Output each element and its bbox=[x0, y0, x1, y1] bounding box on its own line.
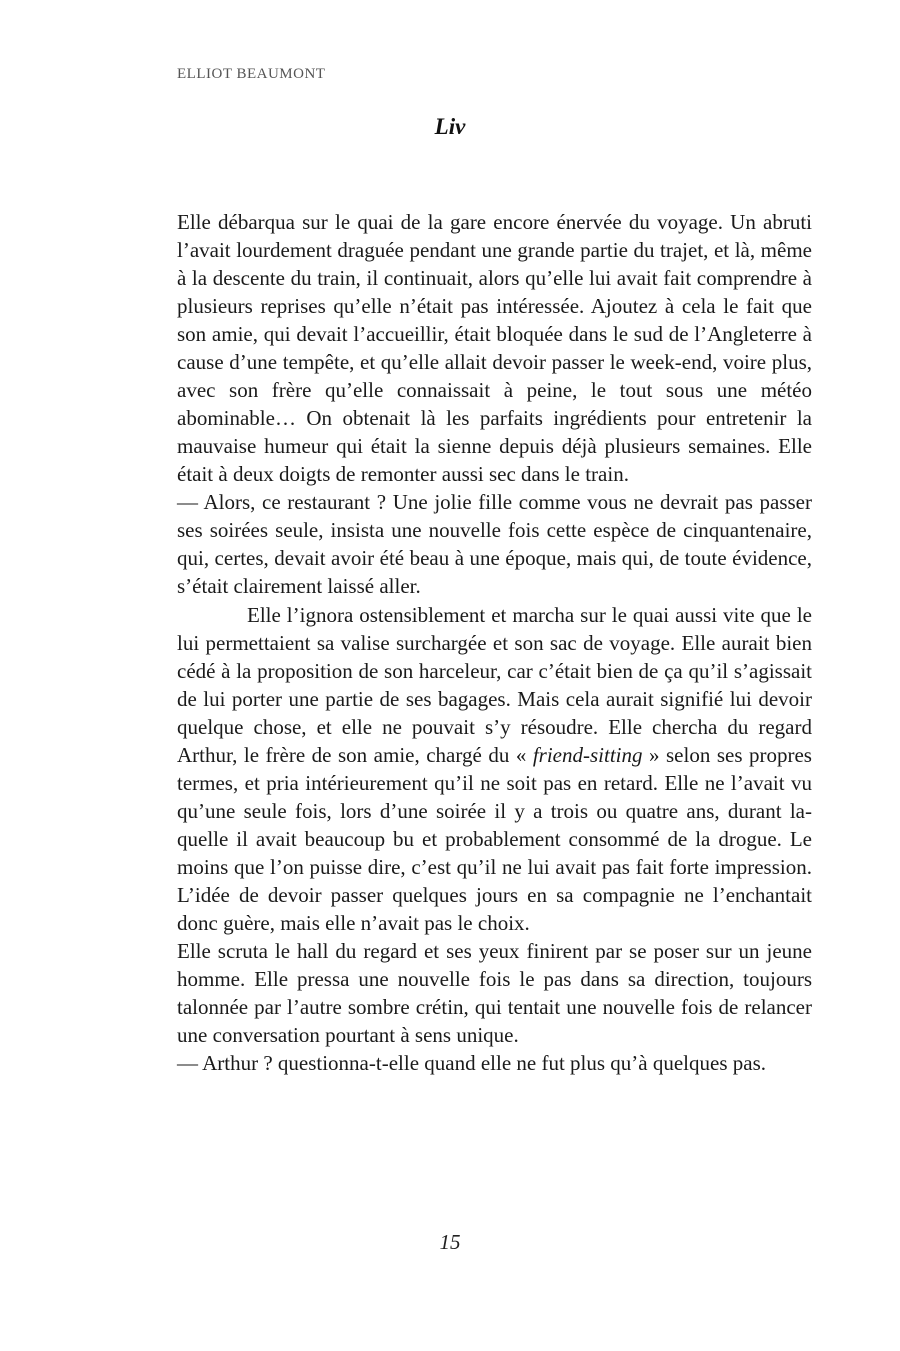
paragraph-3-start: Elle l’ignora ostensiblement et marcha sur le quai aussi vite que le lui permettaient sa valise surchargée et son sac de voyage. Elle aurait bien cédé à la proposition de son harceleur, car c’était bien de ça qu’il s’agissait de lui porter une partie de ses bagages. Mais cela aurait signifié lui devoir quelque chose, et elle ne pouvait s’y résoudre. Elle chercha du regard Arthur, le frère de son amie, chargé du « bbox=[177, 603, 812, 767]
paragraph-1: Elle débarqua sur le quai de la gare encore énervée du voyage. Un abruti l’avait lourdement draguée pendant une grande partie du trajet, et là, même à la descente du train, il continuait, alors qu’elle lui avait fait comprendre à plusieurs reprises qu’elle n’était pas intéressée. Ajoutez à cela le fait que son amie, qui devait l’accueillir, était bloquée dans le sud de l’Angleterre à cause d’une tempête, et qu’elle allait devoir passer le week-end, voire plus, avec son frère qu’elle connaissait à peine, le tout sous une météo abominable… On obtenait là les parfaits ingrédients pour entretenir la mauvaise humeur qui était la sienne depuis déjà plusieurs semaines. Elle était à deux doigts de remonter aussi sec dans le train. bbox=[177, 210, 812, 486]
paragraph-3-italic-term: friend-sitting bbox=[532, 743, 643, 767]
paragraph-3-end: » selon ses propres termes, et pria intérieurement qu’il ne soit pas en retard. Elle ne l’avait vu qu’une seule fois, lors d’une soirée il y a trois ou quatre ans, durant laquelle il avait beaucoup bu et probablement consommé de la drogue. Le moins que l’on puisse dire, c’est qu’il ne lui avait pas fait forte impression. L’idée de devoir passer quelques jours en sa compagnie ne l’enchantait donc guère, mais elle n’avait pas le choix. bbox=[177, 743, 812, 935]
chapter-title: Liv bbox=[434, 114, 466, 139]
running-head: ELLIOT BEAUMONT bbox=[177, 66, 326, 82]
paragraph-2: — Alors, ce restaurant ? Une jolie fille comme vous ne devrait pas passer ses soirées seule, insista une nouvelle fois cette espèce de cinquantenaire, qui, certes, devait avoir été beau à une époque, mais qui, de toute évidence, s’était clairement laissé aller. bbox=[177, 490, 812, 598]
body-text bbox=[177, 208, 812, 1077]
paragraph-5: — Arthur ? questionna-t-elle quand elle ne fut plus qu’à quelques pas. bbox=[177, 1051, 767, 1075]
paragraph-4: Elle scruta le hall du regard et ses yeux finirent par se poser sur un jeune homme. Elle pressa une nouvelle fois le pas dans sa direction, toujours talonnée par l’autre sombre crétin, qui tentait une nouvelle fois de relancer une conversation pourtant à sens unique. bbox=[177, 939, 812, 1047]
paragraph-3 bbox=[177, 601, 812, 937]
page-number: 15 bbox=[439, 1230, 461, 1254]
